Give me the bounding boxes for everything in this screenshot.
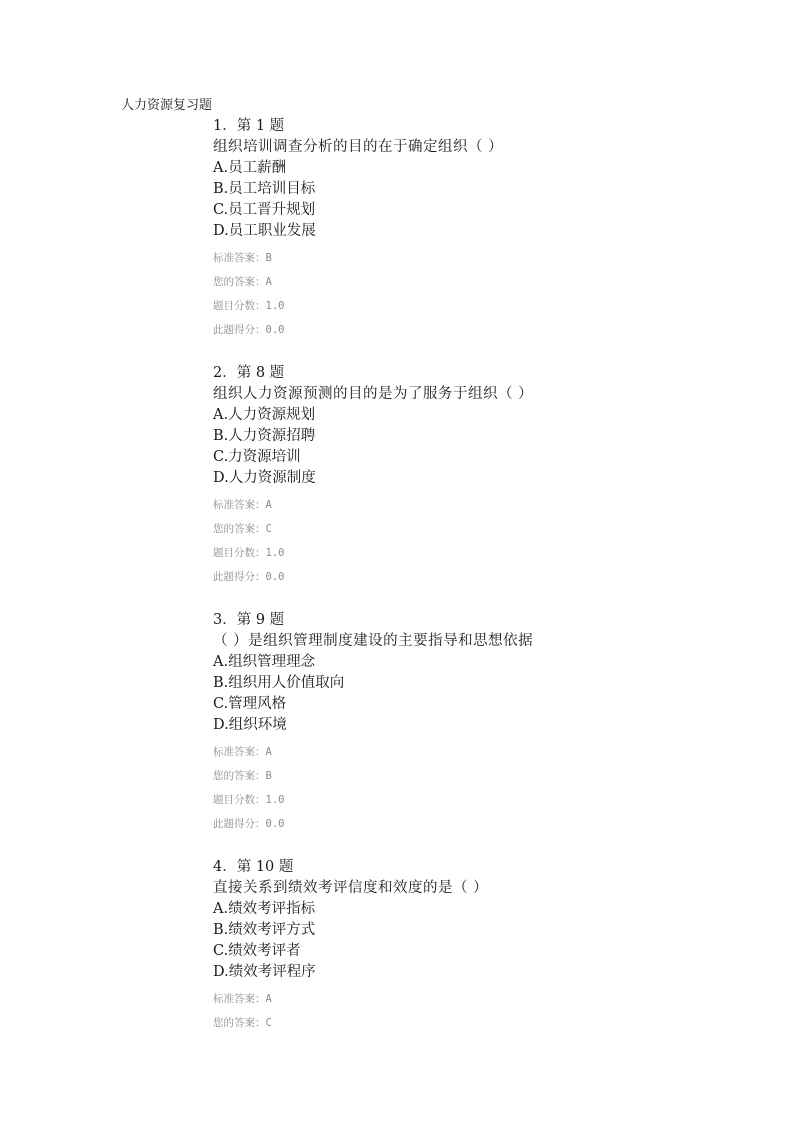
- option-a: A.绩效考评指标: [213, 901, 316, 917]
- standard-answer: [213, 246, 773, 270]
- question-score-label: 题目分数：: [213, 794, 266, 806]
- your-answer: [213, 270, 773, 294]
- answer-info: [213, 987, 773, 1035]
- your-answer-value: A: [265, 276, 272, 288]
- option-d: D.绩效考评程序: [213, 964, 316, 980]
- your-answer-label: 您的答案：: [213, 1017, 266, 1029]
- your-answer-value: C: [265, 1017, 272, 1029]
- your-answer: [213, 764, 773, 788]
- earned-score-label: 此题得分：: [213, 571, 266, 583]
- question-heading: 4．第 10 题: [213, 859, 294, 875]
- standard-answer-label: 标准答案：: [213, 252, 266, 264]
- answer-info: [213, 246, 773, 342]
- standard-answer: [213, 740, 773, 764]
- question-heading: 3．第 9 题: [213, 612, 285, 628]
- question-score-value: 1.0: [265, 300, 285, 312]
- standard-answer-label: 标准答案：: [213, 499, 266, 511]
- option-c: C.员工晋升规划: [213, 202, 316, 218]
- standard-answer-value: A: [265, 746, 272, 758]
- earned-score-value: 0.0: [265, 818, 285, 830]
- question-score-label: 题目分数：: [213, 300, 266, 312]
- standard-answer-label: 标准答案：: [213, 993, 266, 1005]
- option-a: A.人力资源规划: [213, 407, 316, 423]
- option-a: A.组织管理理念: [213, 654, 316, 670]
- option-d: D.人力资源制度: [213, 470, 316, 486]
- question-item: [213, 363, 773, 610]
- earned-score-value: 0.0: [265, 571, 285, 583]
- question-text: 组织人力资源预测的目的是为了服务于组织（ ）: [213, 386, 534, 402]
- question-score: [213, 788, 773, 812]
- your-answer-value: C: [265, 523, 272, 535]
- option-d: D.组织环境: [213, 717, 287, 733]
- question-item: [213, 116, 773, 363]
- option-d: D.员工职业发展: [213, 223, 316, 239]
- question-text: （ ）是组织管理制度建设的主要指导和思想依据: [213, 633, 534, 649]
- standard-answer-value: A: [265, 499, 272, 511]
- option-c: C.管理风格: [213, 696, 287, 712]
- option-c: C.绩效考评者: [213, 943, 301, 959]
- question-score-value: 1.0: [265, 547, 285, 559]
- your-answer-label: 您的答案：: [213, 276, 266, 288]
- earned-score-value: 0.0: [265, 324, 285, 336]
- question-item: [213, 610, 773, 857]
- question-heading: 1．第 1 题: [213, 118, 285, 134]
- question-text: 直接关系到绩效考评信度和效度的是（ ）: [213, 880, 489, 896]
- your-answer: [213, 1011, 773, 1035]
- option-c: C.力资源培训: [213, 449, 301, 465]
- standard-answer-value: B: [265, 252, 272, 264]
- earned-score-label: 此题得分：: [213, 324, 266, 336]
- question-score-value: 1.0: [265, 794, 285, 806]
- option-b: B.员工培训目标: [213, 181, 316, 197]
- question-score-label: 题目分数：: [213, 547, 266, 559]
- question-text: 组织培训调查分析的目的在于确定组织（ ）: [213, 139, 504, 155]
- answer-info: [213, 493, 773, 589]
- option-b: B.人力资源招聘: [213, 428, 316, 444]
- document-title: 人力资源复习题: [121, 98, 213, 113]
- standard-answer: [213, 987, 773, 1011]
- standard-answer-label: 标准答案：: [213, 746, 266, 758]
- option-b: B.组织用人价值取向: [213, 675, 345, 691]
- question-heading: 2．第 8 题: [213, 365, 285, 381]
- question-item: [213, 857, 773, 1104]
- answer-info: [213, 740, 773, 836]
- earned-score: [213, 318, 773, 342]
- question-list: [213, 116, 773, 1104]
- question-score: [213, 294, 773, 318]
- earned-score: [213, 565, 773, 589]
- your-answer-value: B: [265, 770, 272, 782]
- earned-score: [213, 812, 773, 836]
- option-a: A.员工薪酬: [213, 160, 287, 176]
- your-answer: [213, 517, 773, 541]
- standard-answer: [213, 493, 773, 517]
- option-b: B.绩效考评方式: [213, 922, 316, 938]
- your-answer-label: 您的答案：: [213, 770, 266, 782]
- your-answer-label: 您的答案：: [213, 523, 266, 535]
- standard-answer-value: A: [265, 993, 272, 1005]
- earned-score-label: 此题得分：: [213, 818, 266, 830]
- question-score: [213, 541, 773, 565]
